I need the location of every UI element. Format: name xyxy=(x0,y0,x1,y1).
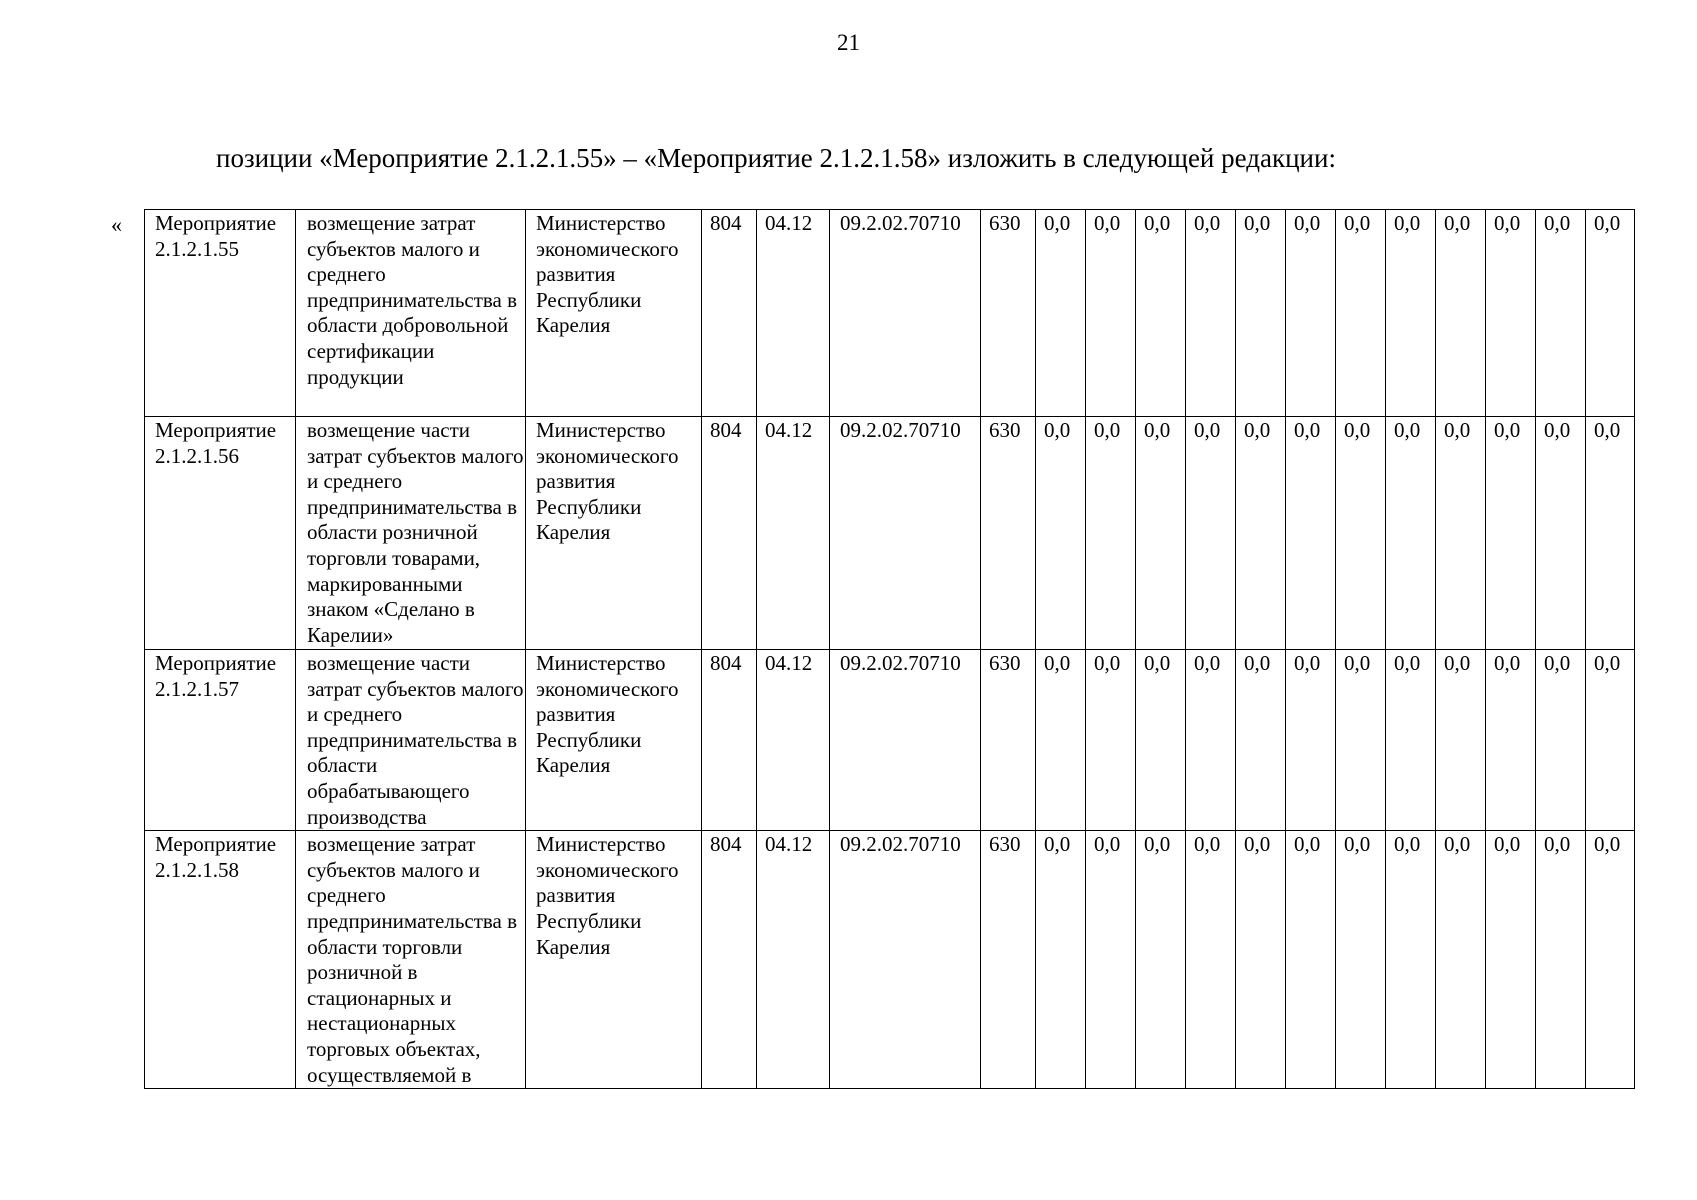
value-cell: 0,0 xyxy=(1136,210,1186,417)
grbs-code-cell: 804 xyxy=(702,417,757,650)
value-cell: 0,0 xyxy=(1586,210,1635,417)
value-cell: 0,0 xyxy=(1486,210,1536,417)
table-row xyxy=(145,831,1635,1089)
table-row xyxy=(145,210,1635,417)
value-cell: 0,0 xyxy=(1436,417,1486,650)
value-cell: 0,0 xyxy=(1436,650,1486,831)
value-cell: 0,0 xyxy=(1536,831,1586,1089)
rzpr-code-cell: 04.12 xyxy=(757,831,830,1089)
value-cell: 0,0 xyxy=(1536,417,1586,650)
value-cell: 0,0 xyxy=(1386,831,1436,1089)
value-cell: 0,0 xyxy=(1036,417,1086,650)
value-cell: 0,0 xyxy=(1386,417,1436,650)
grbs-code-cell: 804 xyxy=(702,650,757,831)
intro-paragraph: позиции «Мероприятие 2.1.2.1.55» – «Мероприятие 2.1.2.1.58» изложить в следующей редакции: xyxy=(216,143,1336,173)
value-cell: 0,0 xyxy=(1086,417,1136,650)
value-cell: 0,0 xyxy=(1086,210,1136,417)
value-cell: 0,0 xyxy=(1136,650,1186,831)
executor-cell: Министерство экономического развития Республики Карелия xyxy=(526,831,702,1089)
value-cell: 0,0 xyxy=(1486,417,1536,650)
value-cell: 0,0 xyxy=(1286,650,1336,831)
table-row xyxy=(145,650,1635,831)
value-cell: 0,0 xyxy=(1536,650,1586,831)
page-number: 21 xyxy=(837,30,860,55)
csr-code-cell: 09.2.02.70710 xyxy=(830,831,981,1089)
value-cell: 0,0 xyxy=(1036,831,1086,1089)
vr-code-cell: 630 xyxy=(981,650,1036,831)
value-cell: 0,0 xyxy=(1236,831,1286,1089)
value-cell: 0,0 xyxy=(1036,210,1086,417)
vr-code-cell: 630 xyxy=(981,831,1036,1089)
value-cell: 0,0 xyxy=(1436,831,1486,1089)
value-cell: 0,0 xyxy=(1186,831,1236,1089)
value-cell: 0,0 xyxy=(1536,210,1586,417)
grbs-code-cell: 804 xyxy=(702,210,757,417)
rzpr-code-cell: 04.12 xyxy=(757,210,830,417)
measure-description-cell: возмещение затрат субъектов малого и среднего предпринимательства в области торговли розничной в стационарных и нестационарных торговых объектах, осуществляемой в xyxy=(296,831,526,1089)
measure-description-cell: возмещение части затрат субъектов малого и среднего предпринимательства в области обрабатывающего производства xyxy=(296,650,526,831)
value-cell: 0,0 xyxy=(1086,831,1136,1089)
measures-table xyxy=(144,209,1635,1089)
value-cell: 0,0 xyxy=(1586,650,1635,831)
executor-cell: Министерство экономического развития Республики Карелия xyxy=(526,210,702,417)
value-cell: 0,0 xyxy=(1336,650,1386,831)
opening-quote-mark: « xyxy=(111,212,122,237)
value-cell: 0,0 xyxy=(1436,210,1486,417)
value-cell: 0,0 xyxy=(1086,650,1136,831)
measure-name-cell: Мероприятие 2.1.2.1.57 xyxy=(145,650,296,831)
value-cell: 0,0 xyxy=(1336,831,1386,1089)
rzpr-code-cell: 04.12 xyxy=(757,417,830,650)
rzpr-code-cell: 04.12 xyxy=(757,650,830,831)
table-row xyxy=(145,417,1635,650)
executor-cell: Министерство экономического развития Республики Карелия xyxy=(526,417,702,650)
value-cell: 0,0 xyxy=(1236,417,1286,650)
measure-name-cell: Мероприятие 2.1.2.1.56 xyxy=(145,417,296,650)
value-cell: 0,0 xyxy=(1486,650,1536,831)
value-cell: 0,0 xyxy=(1386,210,1436,417)
value-cell: 0,0 xyxy=(1136,417,1186,650)
vr-code-cell: 630 xyxy=(981,210,1036,417)
value-cell: 0,0 xyxy=(1186,417,1236,650)
value-cell: 0,0 xyxy=(1186,210,1236,417)
measure-name-cell: Мероприятие 2.1.2.1.55 xyxy=(145,210,296,417)
value-cell: 0,0 xyxy=(1286,417,1336,650)
measure-description-cell: возмещение затрат субъектов малого и среднего предпринимательства в области добровольной сертификации продукции xyxy=(296,210,526,417)
vr-code-cell: 630 xyxy=(981,417,1036,650)
value-cell: 0,0 xyxy=(1336,210,1386,417)
value-cell: 0,0 xyxy=(1136,831,1186,1089)
value-cell: 0,0 xyxy=(1286,210,1336,417)
measure-description-cell: возмещение части затрат субъектов малого и среднего предпринимательства в области розничной торговли товарами, маркированными знаком «Сделано в Карелии» xyxy=(296,417,526,650)
value-cell: 0,0 xyxy=(1586,831,1635,1089)
grbs-code-cell: 804 xyxy=(702,831,757,1089)
value-cell: 0,0 xyxy=(1486,831,1536,1089)
value-cell: 0,0 xyxy=(1236,650,1286,831)
value-cell: 0,0 xyxy=(1036,650,1086,831)
value-cell: 0,0 xyxy=(1336,417,1386,650)
value-cell: 0,0 xyxy=(1386,650,1436,831)
value-cell: 0,0 xyxy=(1186,650,1236,831)
executor-cell: Министерство экономического развития Республики Карелия xyxy=(526,650,702,831)
value-cell: 0,0 xyxy=(1286,831,1336,1089)
csr-code-cell: 09.2.02.70710 xyxy=(830,417,981,650)
value-cell: 0,0 xyxy=(1586,417,1635,650)
csr-code-cell: 09.2.02.70710 xyxy=(830,210,981,417)
measure-name-cell: Мероприятие 2.1.2.1.58 xyxy=(145,831,296,1089)
csr-code-cell: 09.2.02.70710 xyxy=(830,650,981,831)
value-cell: 0,0 xyxy=(1236,210,1286,417)
